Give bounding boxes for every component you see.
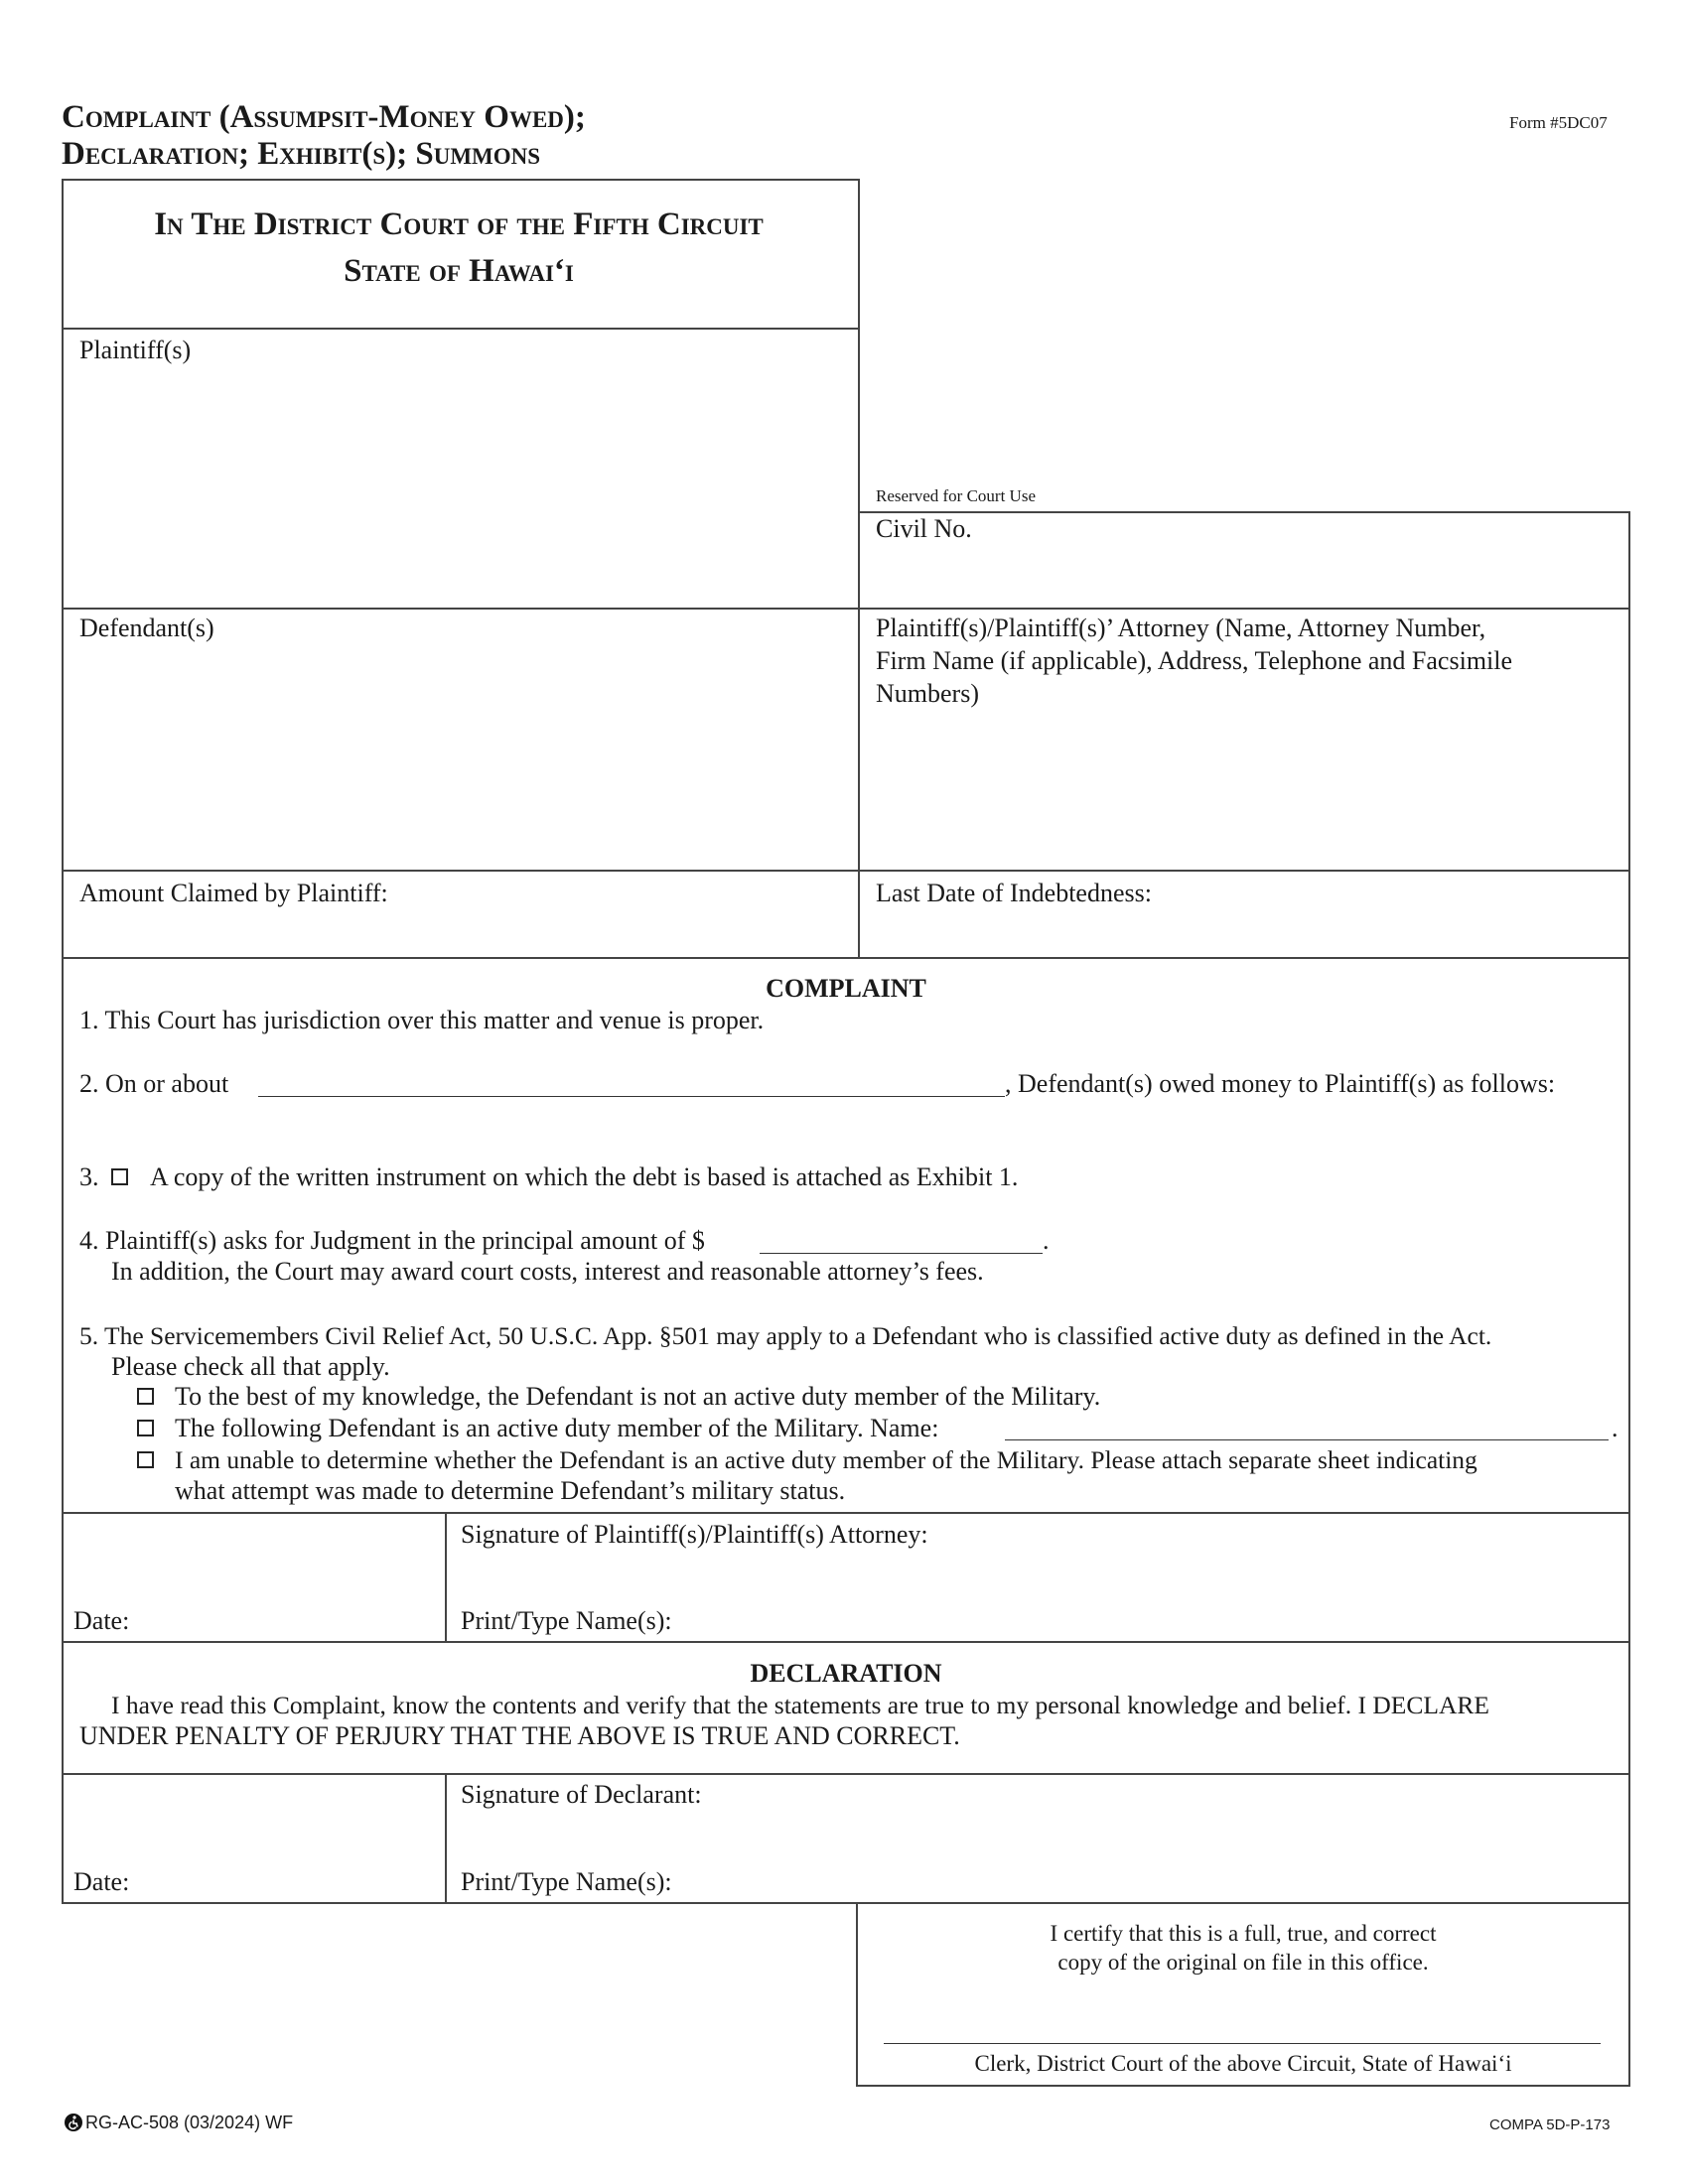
principal-amount-blank[interactable]: [760, 1253, 1043, 1254]
declaration-top: [62, 1641, 1630, 1643]
military-option3-line2: what attempt was made to determine Defendant’s military status.: [175, 1476, 846, 1505]
defendant-row-top: [62, 608, 1630, 610]
court-box-top: [62, 179, 860, 181]
attorney-field[interactable]: [866, 715, 1620, 862]
form-title-line1: Complaint (Assumpsit-Money Owed);: [62, 99, 586, 135]
complaint-item4-period: .: [1043, 1226, 1050, 1255]
exhibit-checkbox[interactable]: [111, 1168, 128, 1185]
defendant-field[interactable]: [70, 647, 849, 862]
amount-label: Amount Claimed by Plaintiff:: [79, 879, 388, 907]
certify-line1: I certify that this is a full, true, and correct: [1050, 1921, 1437, 1946]
certify-line2: copy of the original on file in this office.: [1057, 1950, 1429, 1975]
right-border-top: [1628, 511, 1630, 959]
certify-right: [1628, 1902, 1630, 2087]
complaint-item3-num: 3.: [79, 1162, 99, 1191]
form-title: [62, 99, 586, 173]
sig1-date-field[interactable]: [70, 1519, 437, 1604]
military-option2-checkbox[interactable]: [137, 1420, 154, 1436]
sig1-signature-field[interactable]: [452, 1554, 1623, 1603]
complaint-item5-line2: Please check all that apply.: [111, 1352, 390, 1381]
civil-no-field[interactable]: [1003, 516, 1618, 601]
plaintiff-label: Plaintiff(s): [79, 336, 192, 364]
certify-bottom: [856, 2085, 1630, 2087]
left-border-main: [62, 957, 64, 1904]
attorney-label-line3: Numbers): [876, 679, 979, 708]
declaration-heading: DECLARATION: [750, 1659, 942, 1688]
court-line1: In The District Court of the Fifth Circuit: [154, 206, 764, 242]
reserved-label: Reserved for Court Use: [876, 486, 1036, 505]
military-option2-period: .: [1612, 1414, 1618, 1442]
footer-right-text: COMPA 5D-P-173: [1489, 2116, 1611, 2133]
complaint-item4-line1: 4. Plaintiff(s) asks for Judgment in the principal amount of $: [79, 1226, 705, 1255]
attorney-label-line2: Firm Name (if applicable), Address, Telephone and Facsimile: [876, 646, 1513, 675]
clerk-label: Clerk, District Court of the above Circuit, State of Hawai‘i: [974, 2051, 1512, 2076]
sig2-top: [62, 1773, 1630, 1775]
item2-date-blank[interactable]: [258, 1096, 1005, 1097]
military-name-blank[interactable]: [1005, 1439, 1609, 1440]
plaintiff-field[interactable]: [70, 369, 849, 600]
military-option2-text: The following Defendant is an active duty member of the Military. Name:: [175, 1414, 939, 1442]
form-number: Form #5DC07: [1509, 113, 1608, 132]
last-date-label: Last Date of Indebtedness:: [876, 879, 1152, 907]
sig1-print-field[interactable]: [695, 1605, 1618, 1637]
court-box-bottom: [62, 328, 860, 330]
sig1-print-label: Print/Type Name(s):: [461, 1606, 672, 1635]
sig2-signature-label: Signature of Declarant:: [461, 1780, 702, 1809]
defendant-label: Defendant(s): [79, 614, 214, 642]
sig2-date-label: Date:: [73, 1867, 130, 1896]
attorney-label-line1: Plaintiff(s)/Plaintiff(s)’ Attorney (Name, Attorney Number,: [876, 614, 1486, 642]
military-option3-line1: I am unable to determine whether the Defendant is an active duty member of the Military. Please attach separate sheet indicating: [175, 1445, 1477, 1474]
footer-form-id: [65, 2113, 293, 2133]
military-option1-checkbox[interactable]: [137, 1388, 154, 1405]
sig2-date-field[interactable]: [70, 1779, 437, 1864]
declaration-text-line2: UNDER PENALTY OF PERJURY THAT THE ABOVE IS TRUE AND CORRECT.: [79, 1721, 960, 1750]
complaint-item1: 1. This Court has jurisdiction over this matter and venue is proper.: [79, 1006, 765, 1034]
clerk-signature-line[interactable]: [884, 2043, 1601, 2044]
military-option3-checkbox[interactable]: [137, 1451, 154, 1468]
amount-row-top: [62, 870, 1630, 872]
form-title-line2: Declaration; Exhibit(s); Summons: [62, 136, 541, 172]
sig2-print-label: Print/Type Name(s):: [461, 1867, 672, 1896]
right-border-main: [1628, 957, 1630, 1904]
military-option1-text: To the best of my knowledge, the Defendant is not an active duty member of the Military.: [175, 1382, 1101, 1411]
amount-field[interactable]: [477, 878, 849, 947]
middle-divider-top: [858, 179, 860, 959]
left-border-top: [62, 179, 64, 959]
complaint-heading: COMPLAINT: [766, 974, 926, 1003]
sig1-divider: [445, 1512, 447, 1641]
complaint-top: [62, 957, 1630, 959]
sig2-print-field[interactable]: [695, 1866, 1618, 1898]
complaint-item2-prefix: 2. On or about: [79, 1069, 229, 1098]
complaint-item2-suffix: , Defendant(s) owed money to Plaintiff(s) as follows:: [1005, 1069, 1556, 1098]
court-line2: State of Hawai‘i: [344, 253, 574, 289]
complaint-item4-line2: In addition, the Court may award court costs, interest and reasonable attorney’s fees.: [111, 1257, 984, 1286]
sig1-date-label: Date:: [73, 1606, 130, 1635]
accessibility-icon: [65, 2114, 82, 2131]
sig2-bottom: [62, 1902, 1630, 1904]
civil-no-label: Civil No.: [876, 514, 972, 543]
sig2-divider: [445, 1773, 447, 1904]
last-date-field[interactable]: [1221, 878, 1618, 947]
sig1-signature-label: Signature of Plaintiff(s)/Plaintiff(s) Attorney:: [461, 1520, 928, 1549]
sig1-top: [62, 1512, 1630, 1514]
sig2-signature-field[interactable]: [452, 1813, 1623, 1862]
declaration-text-line1: I have read this Complaint, know the contents and verify that the statements are true to my personal knowledge and belief. I DECLARE: [111, 1691, 1489, 1719]
court-heading: [62, 202, 856, 295]
footer-left-text: RG-AC-508 (03/2024) WF: [85, 2113, 294, 2132]
civil-box-top: [858, 511, 1630, 513]
complaint-item3-text: A copy of the written instrument on which the debt is based is attached as Exhibit 1.: [150, 1162, 1019, 1191]
complaint-item5-line1: 5. The Servicemembers Civil Relief Act, 50 U.S.C. App. §501 may apply to a Defendant who is classified active duty as defined in the Act.: [79, 1321, 1492, 1350]
